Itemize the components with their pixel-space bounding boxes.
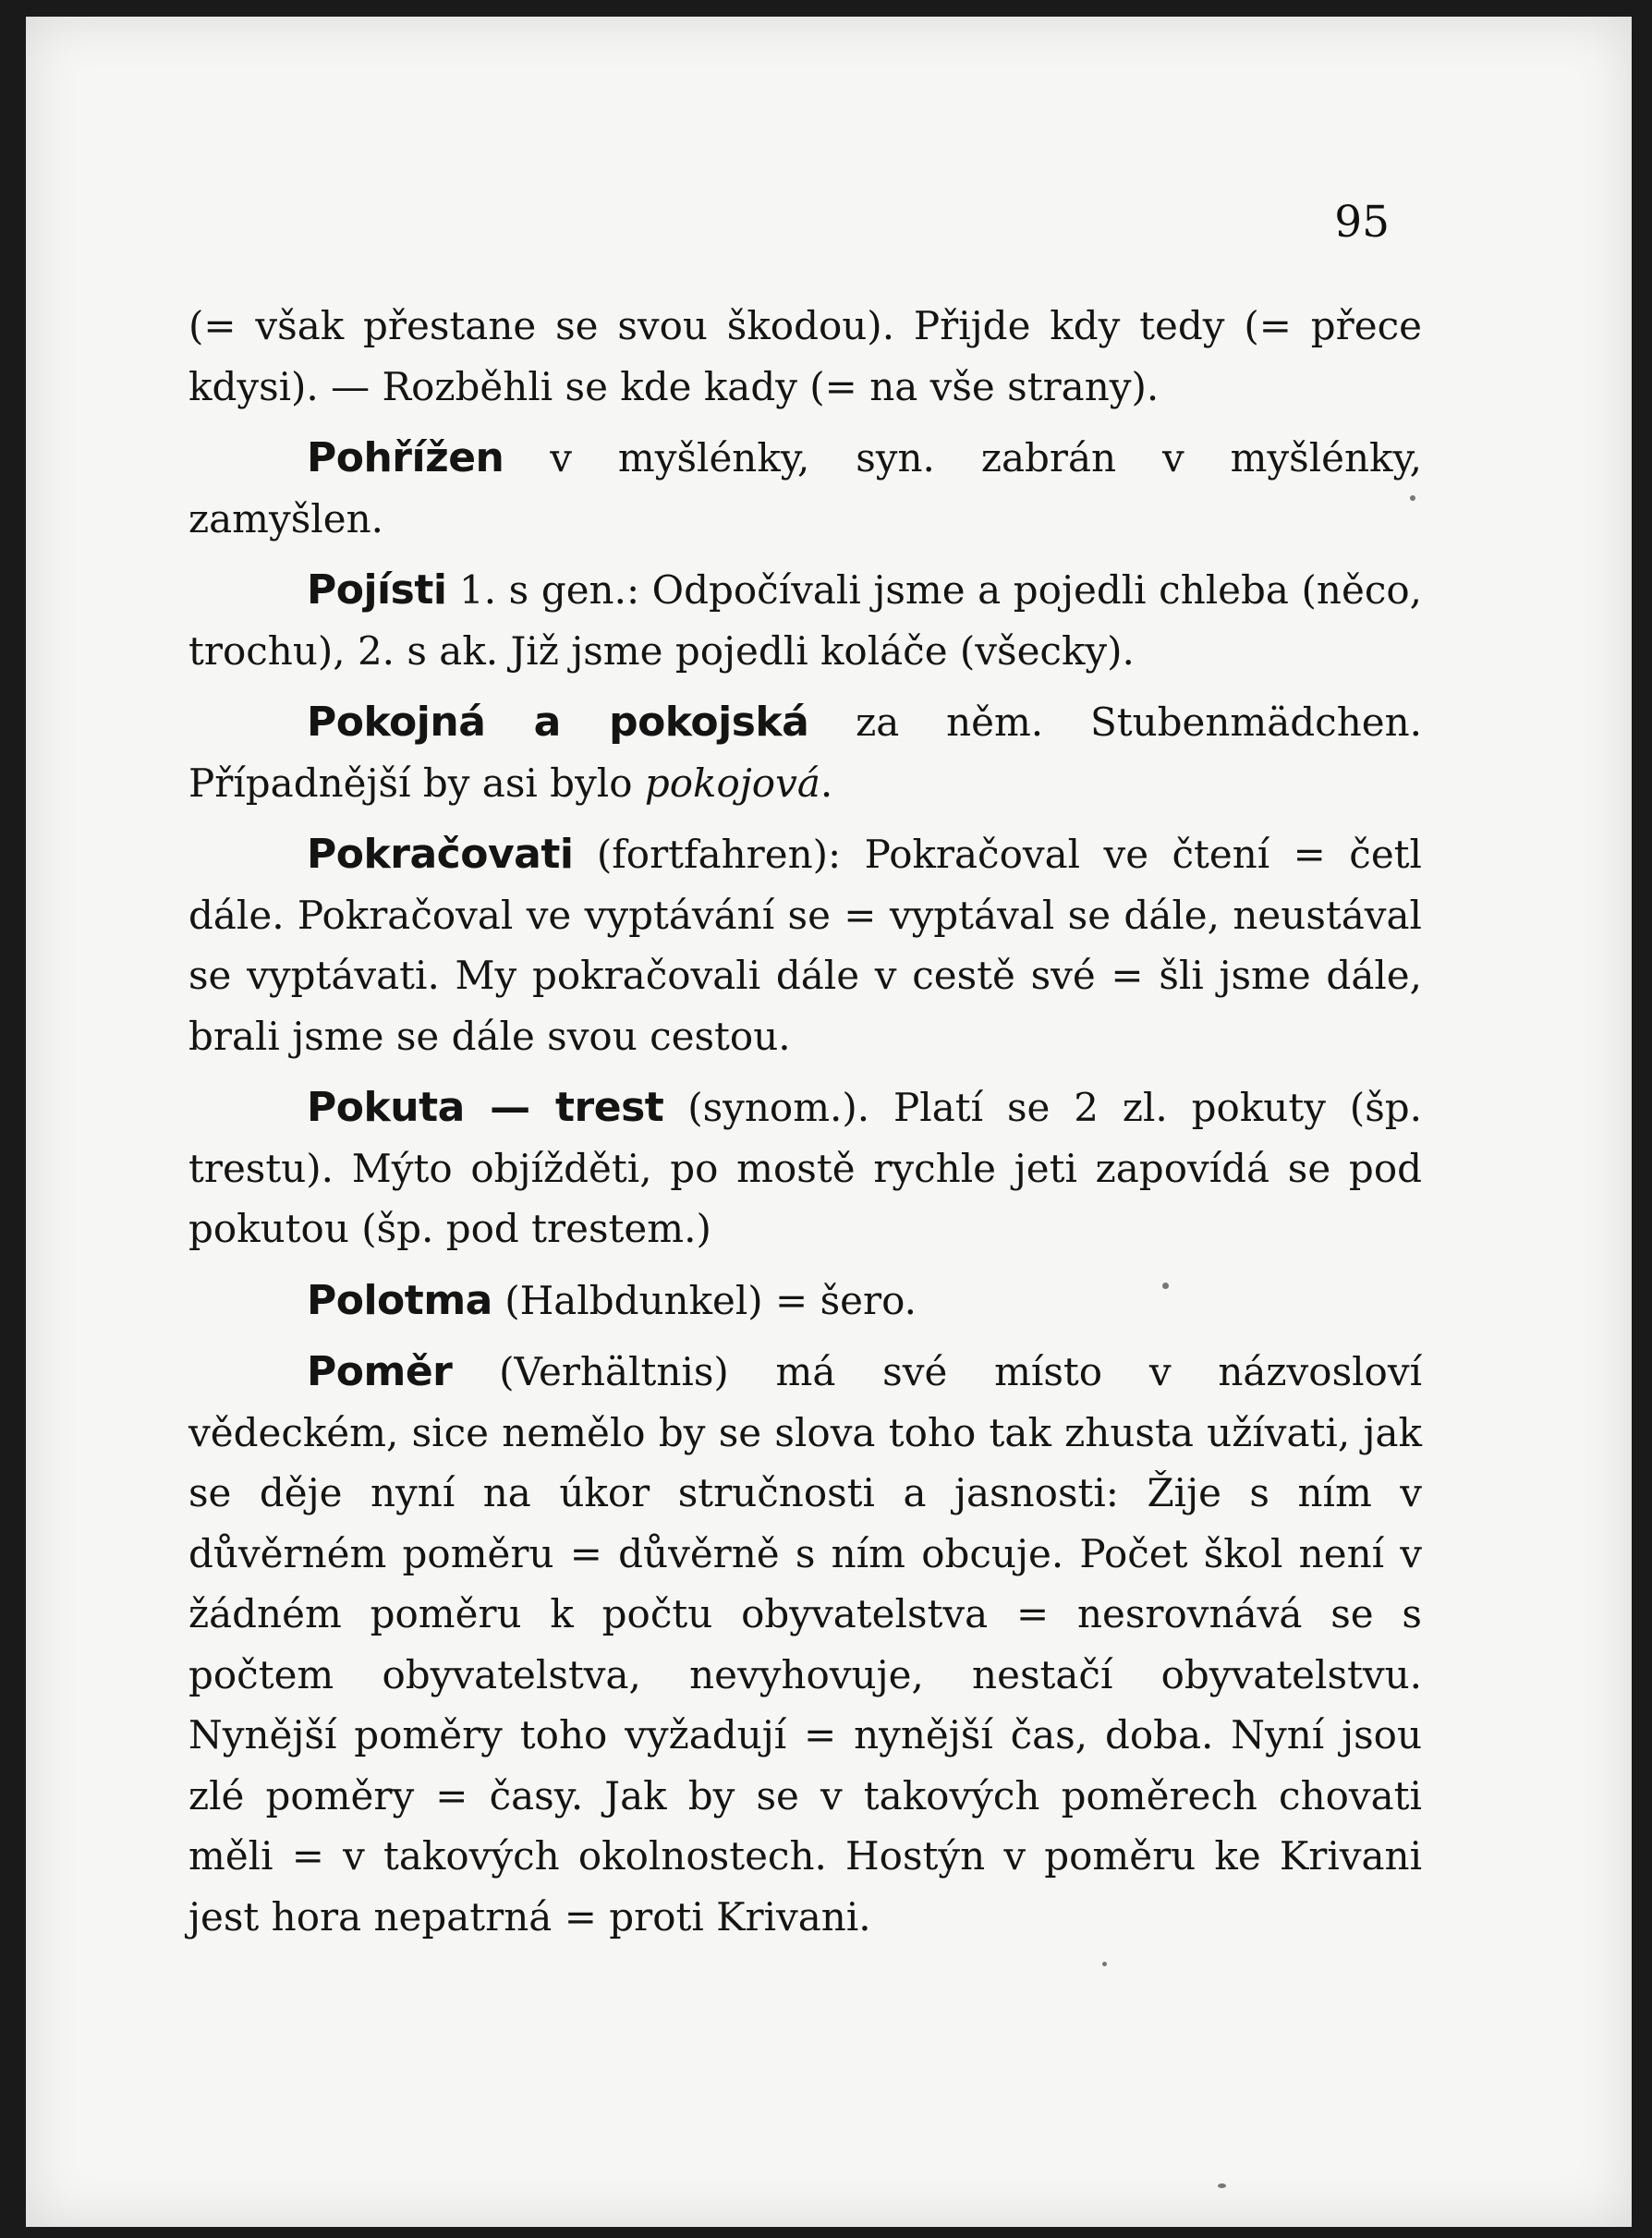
entry-text: 1. s gen.: Odpočívali jsme a pojedli chleba (něco, trochu), 2. s ak. Již jsme pojedli koláče (všecky). xyxy=(188,567,1422,674)
headword: Polotma xyxy=(307,1276,492,1324)
entry-text: (fortfahren): Pokračoval ve čtení = četl dále. Pokračoval ve vyptávání se = vyptával se dále, neustával se vyptávati. My pokračovali dále v cestě své = šli jsme dále, brali jsme se dále svou cestou. xyxy=(188,832,1422,1059)
entry-text: (synom.). Platí se 2 zl. pokuty (šp. trestu). Mýto objížděti, po mostě rychle jeti zapovídá se pod pokutou (šp. pod trestem.) xyxy=(188,1085,1422,1251)
paragraph-continuation xyxy=(188,296,1422,417)
entry-pohrizen xyxy=(188,428,1422,549)
entry-pojisti xyxy=(188,560,1422,681)
entry-polotma xyxy=(188,1271,1422,1332)
paper-speck xyxy=(1162,1283,1169,1289)
entry-pomer xyxy=(188,1342,1422,1947)
entry-pokuta xyxy=(188,1077,1422,1259)
paper-speck xyxy=(1102,1962,1107,1966)
headword: Pohřížen xyxy=(307,434,504,481)
paper-speck xyxy=(1218,2183,1226,2188)
headword: Pokračovati xyxy=(307,831,574,878)
book-page xyxy=(26,17,1632,2227)
entry-italic-term: pokojová xyxy=(644,760,820,806)
headword: Pokuta — trest xyxy=(307,1084,664,1131)
page-number: 95 xyxy=(1334,197,1390,248)
entry-text: (Verhältnis) má své místo v názvosloví vědeckém, sice nemělo by se slova toho tak zhusta užívati, jak se děje nyní na úkor stručnosti a jasnosti: Žije s ním v důvěrném poměru = důvěrně s ním obcuje. Počet škol není v žádném poměru k počtu obyvatelstva = nesrovnává se s počtem obyvatelstva, nevyhovuje, nestačí obyvatelstvu. Nynější poměry toho vyžadují = nynější čas, doba. Nyní jsou zlé poměry = časy. Jak by se v takových poměrech chovati měli = v takových okolnostech. Hostýn v poměru ke Krivani jest hora nepatrná = proti Krivani. xyxy=(188,1349,1422,1940)
entry-text: v myšlénky, syn. zabrán v myšlénky, zamyšlen. xyxy=(188,435,1422,541)
paper-speck xyxy=(1410,495,1415,501)
entry-pokracovati xyxy=(188,824,1422,1066)
paragraph-text: (= však přestane se svou škodou). Přijde kdy tedy (= přece kdysi). — Rozběhli se kde kady (= na vše strany). xyxy=(188,303,1422,409)
entry-pokojna xyxy=(188,692,1422,813)
entry-text: (Halbdunkel) = šero. xyxy=(492,1277,917,1323)
headword: Pokojná a pokojská xyxy=(307,699,809,746)
body-text xyxy=(188,296,1422,1958)
headword: Poměr xyxy=(307,1348,453,1395)
entry-text: za něm. Stubenmädchen. Případnější by asi bylo xyxy=(188,699,1423,806)
entry-text-end: . xyxy=(820,760,833,806)
headword: Pojísti xyxy=(307,566,447,614)
